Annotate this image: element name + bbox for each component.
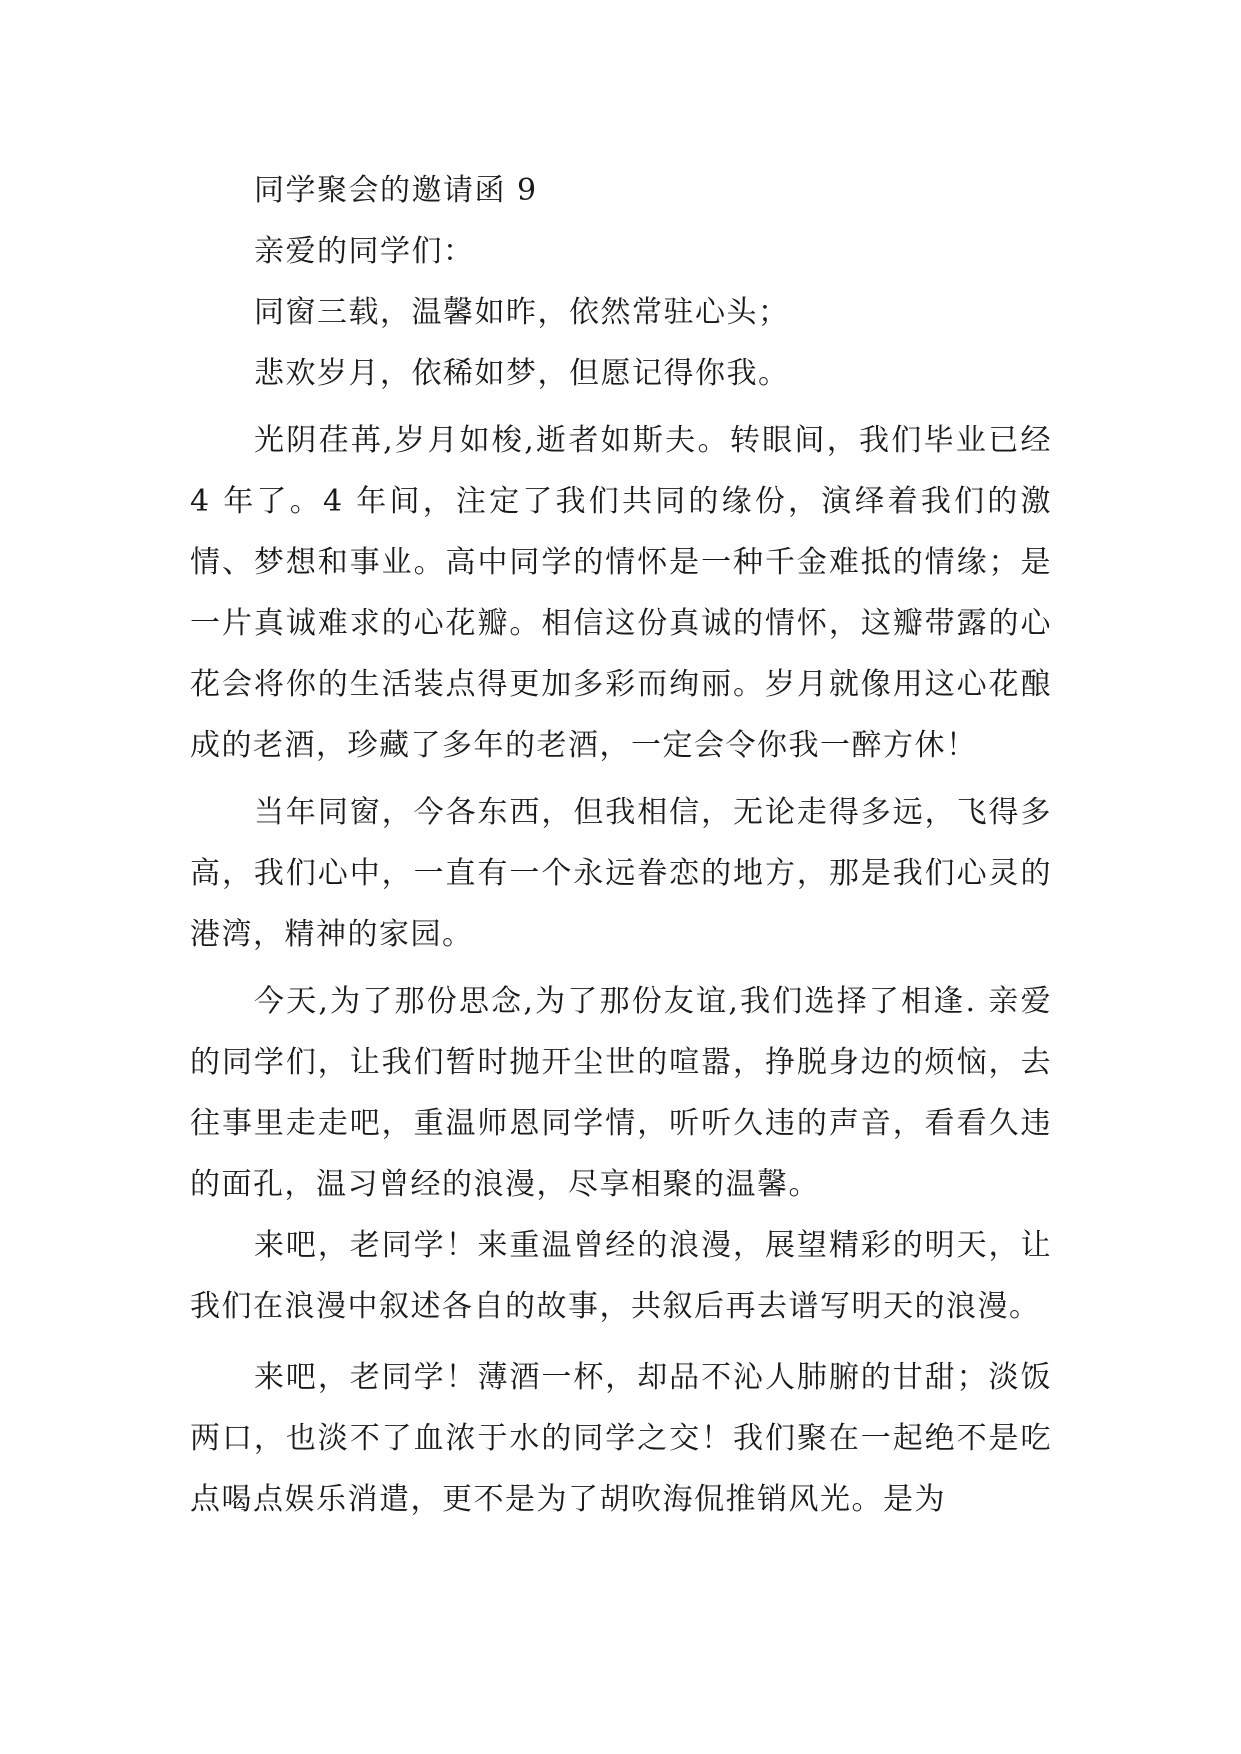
salutation: 亲爱的同学们： (254, 234, 475, 269)
paragraph-3: 今天,为了那份思念,为了那份友谊,我们选择了相逢. 亲爱的同学们，让我们暂时抛开尘世的喧嚣，挣脱身边的烦恼，去往事里走走吧，重温师恩同学情，听听久违的声音，看看久违的面孔，温习曾经的浪漫，尽享相聚的温馨。 (190, 984, 1052, 1202)
paragraph-5: 来吧，老同学！薄酒一杯，却品不沁人肺腑的甘甜；淡饭两口，也淡不了血浓于水的同学之交！我们聚在一起绝不是吃点喝点娱乐消遣，更不是为了胡吹海侃推销风光。是为 (190, 1360, 1052, 1517)
paragraph-1: 光阴荏苒,岁月如梭,逝者如斯夫。转眼间，我们毕业已经 4 年了。4 年间，注定了我们共同的缘份，演绎着我们的激情、梦想和事业。高中同学的情怀是一种千金难抵的情缘；是一片真诚难求的心花瓣。相信这份真诚的情怀，这瓣带露的心花会将你的生活装点得更加多彩而绚丽。岁月就像用这心花酿成的老酒，珍藏了多年的老酒，一定会令你我一醉方休！ (190, 423, 1052, 763)
paragraph-4: 来吧，老同学！来重温曾经的浪漫，展望精彩的明天，让我们在浪漫中叙述各自的故事，共叙后再去谱写明天的浪漫。 (190, 1228, 1052, 1324)
document-body (190, 160, 1052, 1530)
document-title: 同学聚会的邀请函 9 (254, 173, 538, 208)
verse-line-2: 悲欢岁月，依稀如梦，但愿记得你我。 (254, 356, 790, 391)
verse-line-1: 同窗三载，温馨如昨，依然常驻心头； (254, 295, 790, 330)
paragraph-2: 当年同窗，今各东西，但我相信，无论走得多远，飞得多高，我们心中，一直有一个永远眷恋的地方，那是我们心灵的港湾，精神的家园。 (190, 795, 1052, 952)
